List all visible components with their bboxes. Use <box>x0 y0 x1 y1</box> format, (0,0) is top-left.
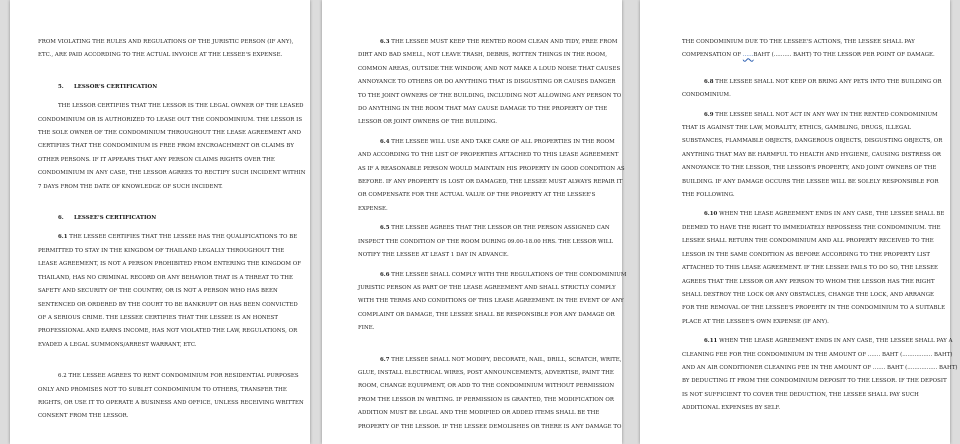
text-line: COMPLAINT OR DAMAGE, THE LESSEE SHALL BE RESPONSIBLE FOR ANY DAMAGE OR <box>358 311 615 318</box>
text-line: AGREES THAT THE LESSOR OR ANY PERSON TO WHOM THE LESSOR HAS THE RIGHT <box>682 278 935 285</box>
clause-text: THE LESSEE WILL USE AND TAKE CARE OF ALL PROPERTIES IN THE ROOM <box>389 138 615 145</box>
text-line: INSPECT THE CONDITION OF THE ROOM DURING 09.00-18.00 HRS. THE LESSOR WILL <box>358 238 614 245</box>
text-line: CONSENT FROM THE LESSOR. <box>38 413 129 420</box>
clause-number: 6.7 <box>380 356 390 363</box>
text-line: THE FOLLOWING. <box>682 192 735 199</box>
text-line: CERTIFIES THAT THE CONDOMINIUM IS FREE FROM ENCROACHMENT OR CLAIMS BY <box>38 143 294 150</box>
text-line: CONDOMINIUM IN ANY CASE, THE LESSOR AGREES TO RECTIFY SUCH INCIDENT WITHIN <box>38 170 306 177</box>
text-line: GLUE, INSTALL ELECTRICAL WIRES, POST ANNOUNCEMENTS, ADVERTISE, PAINT THE <box>358 369 614 376</box>
compensation-prefix: COMPENSATION OF <box>682 52 743 59</box>
text-line <box>682 335 953 348</box>
text-line <box>38 231 298 244</box>
text-line: CONDOMINIUM. <box>682 92 731 99</box>
clause-6-6 <box>358 269 627 336</box>
document-page-1 <box>10 0 310 444</box>
clause-6-8 <box>682 76 942 103</box>
text-line: ANYTHING THAT MAY BE HARMFUL TO HEALTH AND HYGIENE, CAUSING DISTRESS OR <box>682 151 942 158</box>
text-line: LESSEE SHALL RETURN THE CONDOMINIUM AND ALL PROPERTY RECEIVED TO THE <box>682 238 934 245</box>
text-line: AND AN AIR CONDITIONER CLEANING FEE IN THE AMOUNT OF ....... BAHT (................. BAHT) <box>682 364 958 371</box>
page-1-content <box>38 36 306 430</box>
text-line <box>682 49 935 62</box>
text-line: LESSOR OR JOINT OWNERS OF THE BUILDING. <box>358 119 497 126</box>
text-line: FOR THE REMOVAL OF THE LESSEE'S PROPERTY IN THE CONDOMINIUM TO A SUITABLE <box>682 305 946 312</box>
text-line <box>358 36 618 49</box>
text-line: EXPENSE. <box>358 205 388 212</box>
text-line: THE SOLE OWNER OF THE CONDOMINIUM THROUGHOUT THE LEASE AGREEMENT AND <box>38 130 301 137</box>
clause-6-11 <box>682 335 958 415</box>
text-line <box>358 222 610 235</box>
page-2-content <box>358 36 627 440</box>
text-line: WITH THE TERMS AND CONDITIONS OF THIS LEASE AGREEMENT. IN THE EVENT OF ANY <box>358 298 624 305</box>
section-5-body <box>38 100 306 194</box>
clause-text: THE LESSEE MUST KEEP THE RENTED ROOM CLEAN AND TIDY, FREE FROM <box>389 39 618 45</box>
clause-text: THE LESSEE SHALL NOT MODIFY, DECORATE, NAIL, DRILL, SCRATCH, WRITE, <box>389 356 622 363</box>
text-line: DEEMED TO HAVE THE RIGHT TO IMMEDIATELY REPOSSESS THE CONDOMINIUM. THE <box>682 224 941 231</box>
section-6-heading <box>38 212 288 225</box>
clause-6-9 <box>682 109 943 203</box>
section-6-number: 6. <box>58 215 64 222</box>
text-line: OTHER PERSONS. IF IT APPEARS THAT ANY PERSON CLAIMS RIGHTS OVER THE <box>38 156 275 163</box>
clause-text: THE LESSEE AGREES THAT THE LESSOR OR THE PERSON ASSIGNED CAN <box>389 225 610 232</box>
clause-6-10 <box>682 208 946 329</box>
text-line: PERMITTED TO STAY IN THE KINGDOM OF THAILAND LEGALLY THROUGHOUT THE <box>38 247 285 254</box>
text-line: CLEANING FEE FOR THE CONDOMINIUM IN THE AMOUNT OF ....... BAHT (................. BAHT) <box>682 351 953 358</box>
text-line: IS NOT SUFFICIENT TO COVER THE DEDUCTION, THE LESSEE SHALL PAY SUCH <box>682 391 919 398</box>
text-line: LEASE AGREEMENT, IS NOT A PERSON PROHIBITED FROM ENTERING THE KINGDOM OF <box>38 261 302 268</box>
clause-number: 6.10 <box>704 211 718 218</box>
text-line <box>682 76 942 89</box>
section-6-title: LESSEE'S CERTIFICATION <box>73 215 157 222</box>
text-line: PROPERTY OF THE LESSOR. IF THE LESSEE DEMOLISHES OR THERE IS ANY DAMAGE TO <box>358 423 622 430</box>
page-3-content <box>682 36 958 422</box>
text-line: JURISTIC PERSON AS PART OF THE LEASE AGREEMENT AND SHALL STRICTLY COMPLY <box>358 284 616 291</box>
text-line: AND ACCORDING TO THE LIST OF PROPERTIES ATTACHED TO THIS LEASE AGREEMENT <box>358 152 619 159</box>
text-line: THE CONDOMINIUM DUE TO THE LESSEE'S ACTIONS, THE LESSEE SHALL PAY <box>682 39 915 45</box>
document-page-3 <box>640 0 958 444</box>
text-line: THAILAND, HAS NO CRIMINAL RECORD OR ANY BEHAVIOR THAT IS A THREAT TO THE <box>38 274 294 281</box>
clause-number: 6.3 <box>380 39 390 45</box>
text-line: CONDOMINIUM OR IS AUTHORIZED TO LEASE OUT THE CONDOMINIUM. THE LESSOR IS <box>38 116 303 123</box>
clause-text: THE LESSEE SHALL NOT ACT IN ANY WAY IN THE RENTED CONDOMINIUM <box>713 111 938 118</box>
clause-number: 6.4 <box>380 138 390 145</box>
text-line: SAFETY AND SECURITY OF THE COUNTRY, OR IS NOT A PERSON WHO HAS BEEN <box>38 288 278 295</box>
clause-6-3 <box>358 36 622 130</box>
clause-number: 6.5 <box>380 225 390 232</box>
clause-number: 6.11 <box>704 338 718 345</box>
text-line: BY DEDUCTING IT FROM THE CONDOMINIUM DEPOSIT TO THE LESSOR. IF THE DEPOSIT <box>682 378 947 385</box>
clause-number: 6.1 <box>58 234 68 241</box>
clause-text: WHEN THE LEASE AGREEMENT ENDS IN ANY CASE, THE LESSEE SHALL PAY A <box>717 338 953 345</box>
clause-text: THE LESSEE CERTIFIES THAT THE LESSEE HAS THE QUALIFICATIONS TO BE <box>67 234 298 241</box>
text-line: ADDITION MUST BE LEGAL AND THE MODIFIED OR ADDED ITEMS SHALL BE THE <box>358 410 600 417</box>
text-line: ATTACHED TO THIS LEASE AGREEMENT. IF THE LESSEE FAILS TO DO SO, THE LESSEE <box>682 265 939 272</box>
text-line: RIGHTS, OR USE IT TO OPERATE A BUSINESS AND OFFICE, UNLESS RECEIVING WRITTEN <box>38 399 304 406</box>
text-line: EVADED A LEGAL SUMMONS/ARREST WARRANT, ETC. <box>38 341 197 348</box>
text-line: SENTENCED OR ORDERED BY THE COURT TO BE BANKRUPT OR HAS BEEN CONVICTED <box>38 301 298 308</box>
clause-6-1 <box>38 231 302 352</box>
clause-text: THE LESSEE SHALL COMPLY WITH THE REGULATIONS OF THE CONDOMINIUM <box>389 271 627 278</box>
text-line <box>358 354 622 367</box>
compensation-blank: ...... <box>742 52 754 59</box>
clause-6-5 <box>358 222 614 262</box>
intro-paragraph <box>38 36 294 63</box>
text-line: FROM THE LESSOR IN WRITING. IF PERMISSION IS GRANTED, THE MODIFICATION OR <box>358 396 615 403</box>
text-line: DO ANYTHING IN THE ROOM THAT MAY CAUSE DAMAGE TO THE PROPERTY OF THE <box>358 106 608 113</box>
document-page-2 <box>322 0 627 444</box>
text-line: ONLY AND PROMISES NOT TO SUBLET CONDOMINIUM TO OTHERS, TRANSFER THE <box>38 386 287 393</box>
text-line: ETC., ARE PAID ACCORDING TO THE ACTUAL INVOICE AT THE LESSEE'S EXPENSE. <box>38 52 283 59</box>
text-line <box>358 136 615 149</box>
clause-text: WHEN THE LEASE AGREEMENT ENDS IN ANY CASE, THE LESSEE SHALL BE <box>717 211 945 218</box>
clause-6-4 <box>358 136 625 216</box>
text-line: FROM VIOLATING THE RULES AND REGULATIONS OF THE JURISTIC PERSON (IF ANY), <box>38 39 294 45</box>
text-line: THE LESSOR CERTIFIES THAT THE LESSOR IS THE LEGAL OWNER OF THE LEASED <box>58 103 304 110</box>
text-line: 6.2 THE LESSEE AGREES TO RENT CONDOMINIUM FOR RESIDENTIAL PURPOSES <box>58 373 299 380</box>
text-line <box>682 208 945 221</box>
clause-6-2 <box>38 370 304 424</box>
text-line: ROOM, CHANGE EQUIPMENT, OR ADD TO THE CONDOMINIUM WITHOUT PERMISSION <box>358 383 615 390</box>
clause-6-7 <box>358 354 622 434</box>
text-line: DIRT AND BAD SMELL, NOT LEAVE TRASH, DEBRIS, ROTTEN THINGS IN THE ROOM, <box>358 52 607 59</box>
compensation-suffix: BAHT (.......... BAHT) TO THE LESSOR PER POINT OF DAMAGE. <box>753 52 935 59</box>
text-line: BUILDING. IF ANY DAMAGE OCCURS THE LESSEE WILL BE SOLELY RESPONSIBLE FOR <box>682 178 939 185</box>
text-line: BEFORE. IF ANY PROPERTY IS LOST OR DAMAGED, THE LESSEE MUST ALWAYS REPAIR IT <box>358 179 623 186</box>
text-line: OR COMPENSATE FOR THE ACTUAL VALUE OF THE PROPERTY AT THE LESSEE'S <box>358 192 596 199</box>
text-line: PLACE AT THE LESSEE'S OWN EXPENSE (IF ANY). <box>682 318 829 325</box>
section-5-title: LESSOR'S CERTIFICATION <box>73 83 158 90</box>
clause-number: 6.6 <box>380 271 390 278</box>
text-line: OF A SERIOUS CRIME. THE LESSEE CERTIFIES THAT THE LESSEE IS AN HONEST <box>38 314 279 321</box>
clause-number: 6.9 <box>704 111 714 118</box>
text-line: COMMON AREAS, OUTSIDE THE WINDOW, AND NOT MAKE A LOUD NOISE THAT CAUSES <box>358 65 621 72</box>
text-line: LESSOR IN THE SAME CONDITION AS BEFORE ACCORDING TO THE PROPERTY LIST <box>682 251 931 258</box>
text-line: AS IF A REASONABLE PERSON WOULD MAINTAIN HIS PROPERTY IN GOOD CONDITION AS <box>358 165 625 172</box>
text-line: ANNOYANCE TO THE LESSOR, THE LESSOR'S PROPERTY, AND JOINT OWNERS OF THE <box>682 165 937 172</box>
clause-number: 6.8 <box>704 78 714 85</box>
text-line: THAT IS AGAINST THE LAW, MORALITY, ETHICS, GAMBLING, DRUGS, ILLEGAL <box>682 125 911 132</box>
text-line: 7 DAYS FROM THE DATE OF KNOWLEDGE OF SUCH INCIDENT. <box>38 183 223 190</box>
continuation-paragraph <box>682 36 935 63</box>
section-5-heading <box>38 81 288 94</box>
text-line: SUBSTANCES, FLAMMABLE OBJECTS, DANGEROUS OBJECTS, DISGUSTING OBJECTS, OR <box>682 138 943 145</box>
text-line: FINE. <box>358 325 375 332</box>
text-line: SHALL DESTROY THE LOCK OR ANY OBSTACLES, CHANGE THE LOCK, AND ARRANGE <box>682 291 935 298</box>
text-line: PROFESSIONAL AND EARNS INCOME, HAS NOT VIOLATED THE LAW, REGULATIONS, OR <box>38 328 298 335</box>
text-line <box>358 269 627 282</box>
clause-text: THE LESSEE SHALL NOT KEEP OR BRING ANY PETS INTO THE BUILDING OR <box>713 78 942 85</box>
text-line <box>682 109 938 122</box>
section-5-number: 5. <box>58 83 64 90</box>
text-line: TO THE JOINT OWNERS OF THE BUILDING, INCLUDING NOT ALLOWING ANY PERSON TO <box>358 92 622 99</box>
text-line: NOTIFY THE LESSEE AT LEAST 1 DAY IN ADVANCE. <box>358 252 509 259</box>
text-line: ANNOYANCE TO OTHERS OR DO ANYTHING THAT IS DISGUSTING OR CAUSES DANGER <box>358 79 616 86</box>
text-line: ADDITIONAL EXPENSES BY SELF. <box>682 405 781 412</box>
